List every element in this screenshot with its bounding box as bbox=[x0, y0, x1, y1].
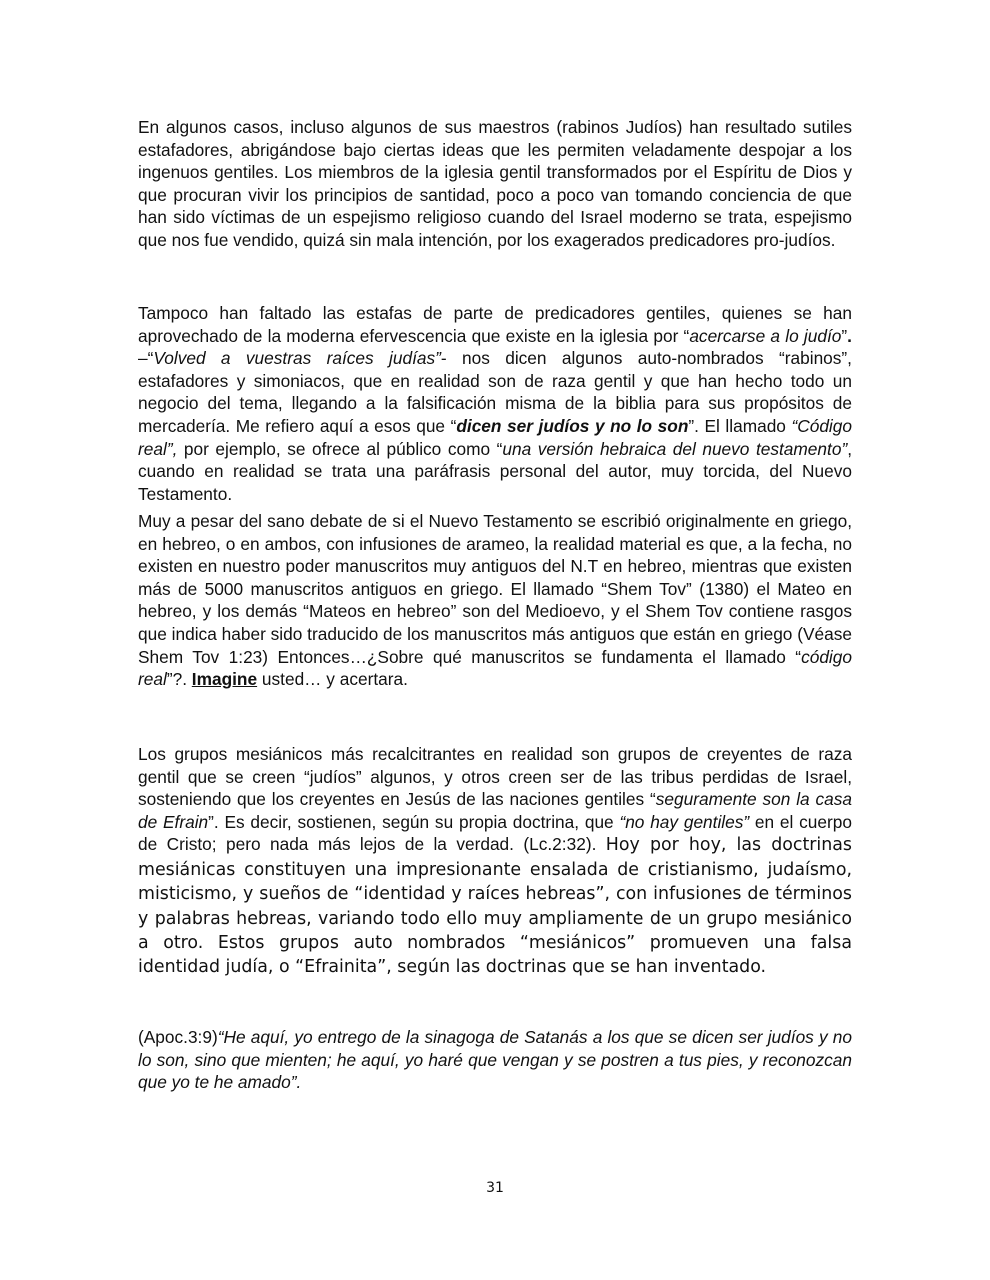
p3-text-1: Muy a pesar del sano debate de si el Nuevo Testamento se escribió originalmente en griego, en hebreo, o en ambos, con infusiones de arameo, la realidad material es que, a la fecha, no existen en nuestro poder manuscritos muy antiguos del N.T en hebreo, mientras que existen más de 5000 manuscritos antiguos en griego. El llamado “Shem Tov” (1380) el Mateo en hebreo, y los demás “Mateos en hebreo” son del Medioevo, y el Shem Tov contiene rasgos que indica haber sido traducido de los manuscritos más antiguos que están en griego (Véase Shem Tov 1:23) Entonces…¿Sobre qué manuscritos se fundamenta el llamado “ bbox=[138, 511, 852, 667]
p5-reference: (Apoc.3:9) bbox=[138, 1027, 218, 1047]
p2-text-4: - nos dicen algunos auto-nombrados “rabinos”, estafadores y simoniacos, que en realidad son de raza gentil y que han hecho todo un negocio del tema, llegando a la falsificación misma de la biblia para sus propósitos de mercadería. Me refiero aquí a esos que “ bbox=[138, 348, 852, 436]
p2-bold-italic-1: dicen ser judíos y no lo son bbox=[456, 415, 689, 436]
paragraph-1-text: En algunos casos, incluso algunos de sus maestros (rabinos Judíos) han resultado sutiles estafadores, abrigándose bajo ciertas ideas que les permiten veladamente despojar a los ingenuos gentiles. Los miembros de la iglesia gentil transformados por el Espíritu de Dios y que procuran vivir los principios de santidad, poco a poco van tomando conciencia de que han sido víctimas de un espejismo religioso cuando del Israel moderno se trata, espejismo que nos fue vendido, quizá sin mala intención, por los exagerados predicadores pro-judíos. bbox=[138, 117, 852, 250]
p2-text-5: ”. El llamado bbox=[688, 415, 792, 436]
p4-text-4: Hoy por hoy, las doctrinas mesiánicas constituyen una impresionante ensalada de cristianismo, judaísmo, misticismo, y sueños de “identidad y raíces hebreas”, con infusiones de términos y palabras hebreas, variando todo ello muy ampliamente de un grupo mesiánico a otro. Estos grupos auto nombrados “mesiánicos” promueven una falsa identidad judía, o “Efrainita”, según las doctrinas que se han inventado. bbox=[138, 835, 852, 978]
p2-italic-2: Volved a vuestras raíces judías” bbox=[153, 348, 441, 369]
p2-text-1: Tampoco han faltado las estafas de parte de predicadores gentiles, quienes se han aprovechado de la moderna efervescencia que existe en la iglesia por “ bbox=[138, 303, 852, 346]
p3-text-3: usted… y acertara. bbox=[257, 669, 408, 690]
p2-text-7: , cuando en realidad se trata una paráfrasis personal del autor, muy torcida, del Nuevo Testamento. bbox=[138, 438, 853, 504]
paragraph-1 bbox=[138, 116, 852, 252]
paragraph-5-quote bbox=[138, 1026, 852, 1094]
p2-text-3: –“ bbox=[138, 348, 154, 369]
p4-text-3: en el cuerpo de Cristo; pero nada más lejos de la verdad. (Lc.2:32). bbox=[138, 811, 852, 855]
p2-italic-4: una versión hebraica del nuevo testamento” bbox=[502, 438, 848, 459]
p3-italic-1: código real bbox=[138, 646, 852, 690]
p2-text-2: ” bbox=[841, 325, 848, 346]
p3-text-2: ”?. bbox=[166, 669, 192, 690]
p4-text-2: ”. Es decir, sostienen, según su propia doctrina, que bbox=[208, 811, 620, 832]
p2-text-6: por ejemplo, se ofrece al público como “ bbox=[177, 438, 503, 459]
p5-quote-italic: “He aquí, yo entrego de la sinagoga de Satanás a los que se dicen ser judíos y no lo son, sino que mienten; he aquí, yo haré que vengan y se postren a tus pies, y reconozcan que yo te he amado”. bbox=[138, 1027, 852, 1093]
p4-italic-2: “no hay gentiles” bbox=[619, 811, 750, 832]
paragraph-3 bbox=[138, 510, 852, 691]
p3-bold-underline-1: Imagine bbox=[191, 669, 258, 690]
paragraph-4 bbox=[138, 743, 852, 980]
p4-text-1: Los grupos mesiánicos más recalcitrantes en realidad son grupos de creyentes de raza gentil que se creen “judíos” algunos, y otros creen ser de las tribus perdidas de Israel, sosteniendo que los creyentes en Jesús de las naciones gentiles “ bbox=[138, 744, 852, 810]
page-number: 31 bbox=[486, 1180, 504, 1196]
p2-italic-3: “Código real”, bbox=[138, 415, 852, 459]
p2-italic-1: acercarse a lo judío bbox=[689, 325, 842, 346]
paragraph-2 bbox=[138, 302, 852, 505]
p4-italic-1: seguramente son la casa de Efrain bbox=[138, 789, 852, 832]
p2-bold-1: . bbox=[847, 325, 852, 346]
